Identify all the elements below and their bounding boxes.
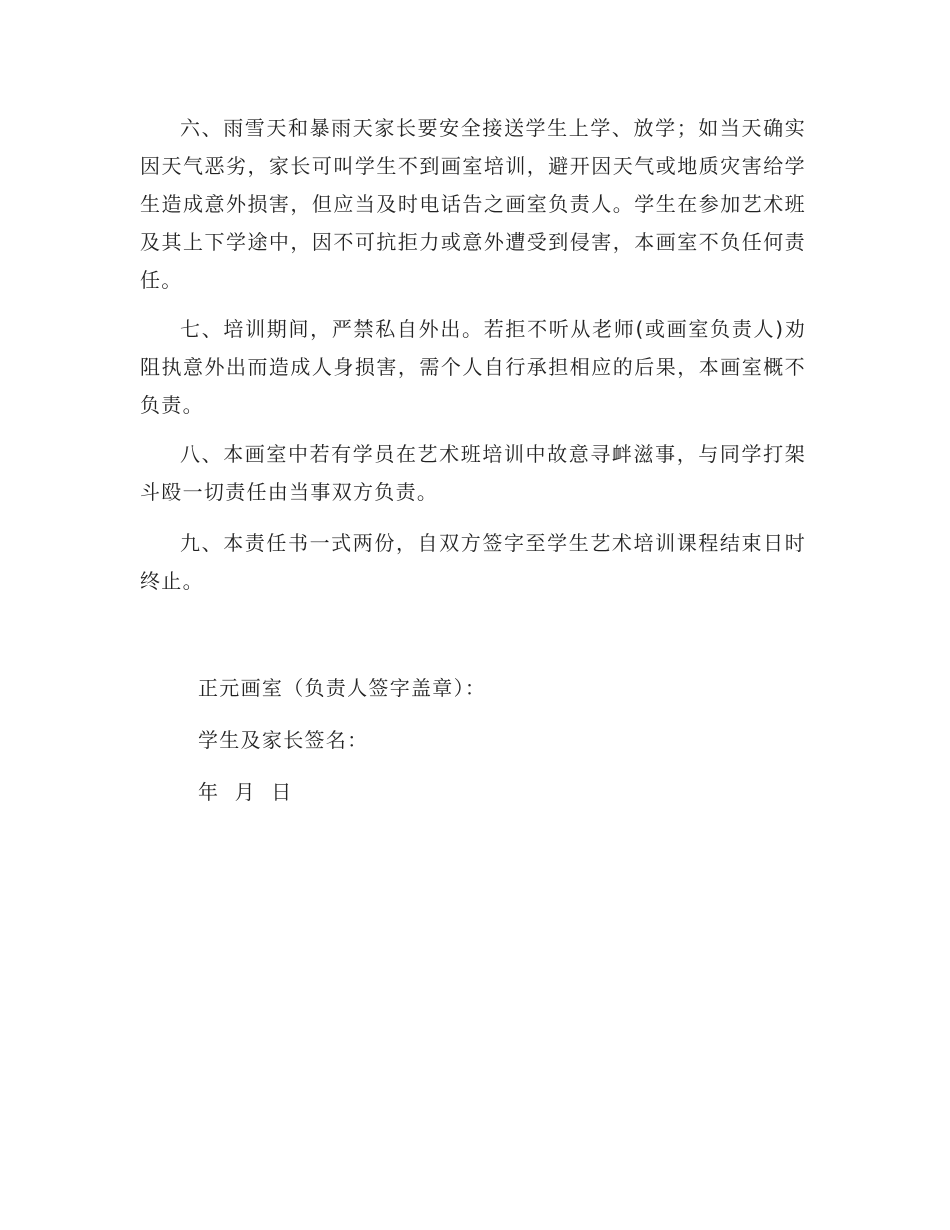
studio-signature-line: 正元画室（负责人签字盖章）： <box>198 676 487 700</box>
clause-8-conduct: 八、本画室中若有学员在艺术班培训中故意寻衅滋事，与同学打架斗殴一切责任由当事双方负责。 <box>140 442 806 504</box>
clause-7-no-leaving: 七、培训期间，严禁私自外出。若拒不听从老师(或画室负责人)劝阻执意外出而造成人身损害，需个人自行承担相应的后果，本画室概不负责。 <box>140 317 806 417</box>
clause-9-validity: 九、本责任书一式两份，自双方签字至学生艺术培训课程结束日时终止。 <box>140 531 806 593</box>
date-line: 年 月 日 <box>198 780 293 804</box>
clause-6-weather-safety: 六、雨雪天和暴雨天家长要安全接送学生上学、放学；如当天确实因天气恶劣，家长可叫学生不到画室培训，避开因天气或地质灾害给学生造成意外损害，但应当及时电话告之画室负责人。学生在参加艺术班及其上下学途中，因不可抗拒力或意外遭受到侵害，本画室不负任何责任。 <box>140 116 806 292</box>
student-parent-signature-line: 学生及家长签名： <box>198 728 369 752</box>
